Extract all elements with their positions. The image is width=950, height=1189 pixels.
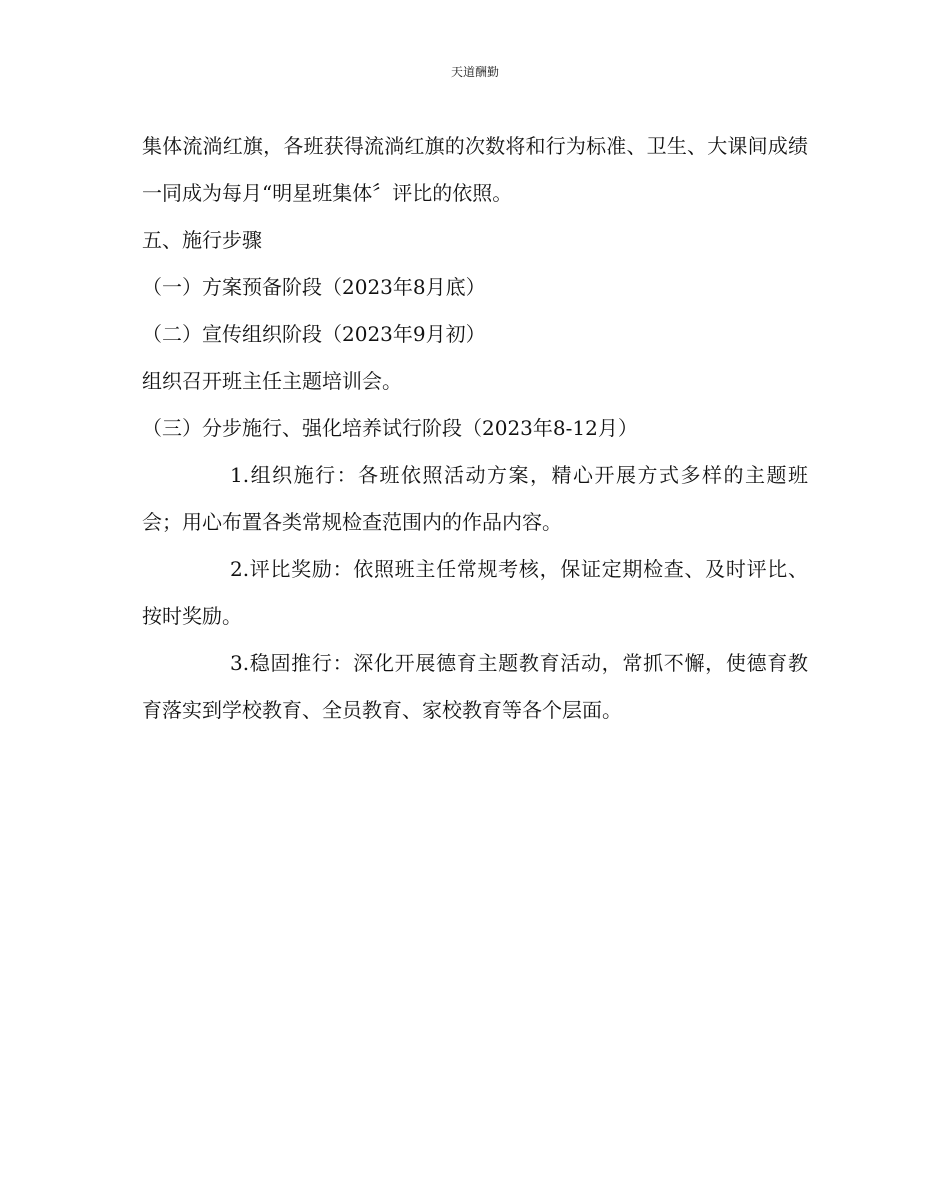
page-header: 天道酬勤 (450, 65, 499, 79)
item-2-evaluation: 2.评比奖励：依照班主任常规考核，保证定期检查、及时评比、按时奖励。 (142, 557, 808, 628)
item-3-consolidate: 3.稳固推行：深化开展德育主题教育活动，常抓不懈，使德育教育落实到学校教育、全员教育、家校教育等各个层面。 (142, 651, 808, 722)
item-1-organize: 1.组织施行：各班依照活动方案，精心开展方式多样的主题班会；用心布置各类常规检查范围内的作品内容。 (142, 463, 808, 534)
document-body (142, 123, 808, 734)
section-heading-implementation-steps: 五、施行步骤 (142, 228, 262, 252)
phase-2-content: 组织召开班主任主题培训会。 (142, 369, 402, 393)
phase-3-heading: （三）分步施行、强化培养试行阶段（2023年8-12月） (142, 416, 638, 440)
paragraph-continuation: 集体流淌红旗，各班获得流淌红旗的次数将和行为标准、卫生、大课间成绩一同成为每月“明星班集体〞评比的依照。 (142, 134, 808, 205)
phase-2-heading: （二）宣传组织阶段（2023年9月初） (142, 322, 486, 346)
phase-1-heading: （一）方案预备阶段（2023年8月底） (142, 275, 486, 299)
